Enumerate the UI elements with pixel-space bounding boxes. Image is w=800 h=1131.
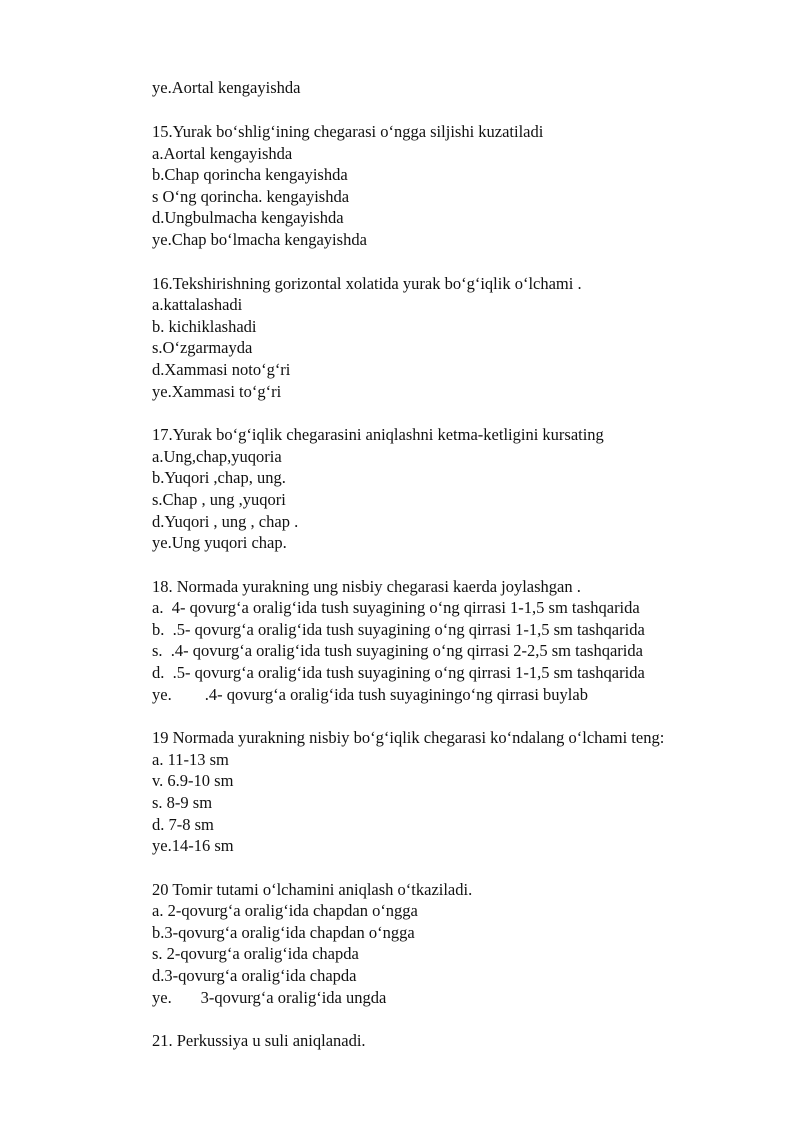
option-line: s.O‘zgarmayda <box>152 338 253 357</box>
option-line: ye. 3-qovurg‘a oralig‘ida ungda <box>152 988 387 1007</box>
option-line: d. 7-8 sm <box>152 815 214 834</box>
question-line: 21. Perkussiya u suli aniqlanadi. <box>152 1031 366 1050</box>
option-line: a. 11-13 sm <box>152 750 229 769</box>
option-line: d.Yuqori , ung , chap . <box>152 512 299 531</box>
option-line: ye.Xammasi to‘g‘ri <box>152 382 282 401</box>
option-line: ye.Ung yuqori chap. <box>152 533 287 552</box>
option-line: ye.14-16 sm <box>152 836 234 855</box>
option-line: b.3-qovurg‘a oralig‘ida chapdan o‘ngga <box>152 923 415 942</box>
option-line: a. 4- qovurg‘a oralig‘ida tush suyagining o‘ng qirrasi 1-1,5 sm tashqarida <box>152 598 640 617</box>
option-line: d.Xammasi noto‘g‘ri <box>152 360 291 379</box>
question-line: 19 Normada yurakning nisbiy bo‘g‘iqlik chegarasi ko‘ndalang o‘lchami teng: <box>152 728 665 747</box>
option-line: b.Yuqori ,chap, ung. <box>152 468 286 487</box>
option-line: s.Chap , ung ,yuqori <box>152 490 286 509</box>
option-line: d. .5- qovurg‘a oralig‘ida tush suyagining o‘ng qirrasi 1-1,5 sm tashqarida <box>152 663 645 682</box>
question-line: 17.Yurak bo‘g‘iqlik chegarasini aniqlashni ketma-ketligini kursating <box>152 425 604 444</box>
option-line: a.Aortal kengayishda <box>152 144 293 163</box>
option-line: a.kattalashadi <box>152 295 243 314</box>
option-line: d.Ungbulmacha kengayishda <box>152 208 344 227</box>
option-line: ye. .4- qovurg‘a oralig‘ida tush suyaginingo‘ng qirrasi buylab <box>152 685 588 704</box>
option-line: a.Ung,chap,yuqoria <box>152 447 282 466</box>
option-line: s. .4- qovurg‘a oralig‘ida tush suyagining o‘ng qirrasi 2-2,5 sm tashqarida <box>152 641 643 660</box>
option-line: a. 2-qovurg‘a oralig‘ida chapdan o‘ngga <box>152 901 418 920</box>
option-line: b.Chap qorincha kengayishda <box>152 165 348 184</box>
option-line: ye.Chap bo‘lmacha kengayishda <box>152 230 367 249</box>
option-line: s O‘ng qorincha. kengayishda <box>152 187 350 206</box>
question-line: 15.Yurak bo‘shlig‘ining chegarasi o‘ngga siljishi kuzatiladi <box>152 122 544 141</box>
option-line: ye.Aortal kengayishda <box>152 78 301 97</box>
option-line: b. kichiklashadi <box>152 317 257 336</box>
question-line: 16.Tekshirishning gorizontal xolatida yurak bo‘g‘iqlik o‘lchami . <box>152 274 582 293</box>
option-line: d.3-qovurg‘a oralig‘ida chapda <box>152 966 357 985</box>
option-line: s. 8-9 sm <box>152 793 213 812</box>
option-line: s. 2-qovurg‘a oralig‘ida chapda <box>152 944 359 963</box>
option-line: b. .5- qovurg‘a oralig‘ida tush suyagining o‘ng qirrasi 1-1,5 sm tashqarida <box>152 620 645 639</box>
option-line: v. 6.9-10 sm <box>152 771 234 790</box>
question-line: 18. Normada yurakning ung nisbiy chegarasi kaerda joylashgan . <box>152 577 581 596</box>
question-line: 20 Tomir tutami o‘lchamini aniqlash o‘tkaziladi. <box>152 880 473 899</box>
